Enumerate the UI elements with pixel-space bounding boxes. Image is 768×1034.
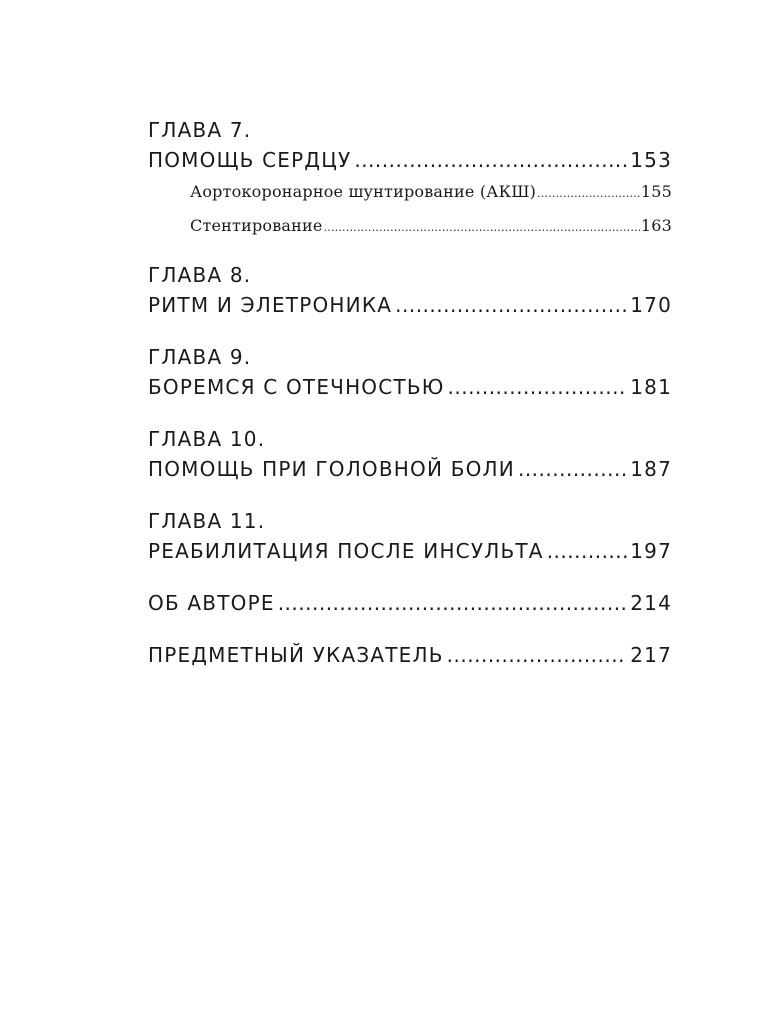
toc-subentry[interactable] [190, 175, 672, 209]
entry-title: ПОМОЩЬ СЕРДЦУ [148, 148, 352, 172]
entry-title: РЕАБИЛИТАЦИЯ ПОСЛЕ ИНСУЛЬТА [148, 539, 544, 563]
toc-entry[interactable] [148, 290, 672, 320]
table-of-contents [148, 115, 672, 692]
toc-chapter-10 [148, 424, 672, 484]
dot-leader [547, 536, 628, 566]
chapter-label: ГЛАВА 8. [148, 263, 252, 287]
dot-leader [448, 372, 628, 402]
page-number: 181 [630, 375, 672, 399]
toc-chapter-7 [148, 115, 672, 243]
dot-leader [324, 211, 640, 245]
entry-title: ПРЕДМЕТНЫЙ УКАЗАТЕЛЬ [148, 643, 444, 667]
dot-leader [395, 290, 627, 320]
toc-chapter-9 [148, 342, 672, 402]
page-number: 163 [640, 216, 672, 235]
chapter-label: ГЛАВА 9. [148, 345, 252, 369]
entry-title: РИТМ И ЭЛЕТРОНИКА [148, 293, 393, 317]
page-number: 187 [630, 457, 672, 481]
page-number: 197 [630, 539, 672, 563]
dot-leader [354, 145, 627, 175]
dot-leader [447, 640, 628, 670]
chapter-label: ГЛАВА 11. [148, 509, 266, 533]
toc-chapter-8 [148, 260, 672, 320]
entry-title: ОБ АВТОРЕ [148, 591, 275, 615]
subentry-title: Стентирование [190, 216, 323, 235]
toc-entry[interactable] [148, 588, 672, 618]
dot-leader [537, 177, 640, 211]
page-number: 155 [640, 182, 672, 201]
toc-entry[interactable] [148, 536, 672, 566]
subentry-title: Аортокоронарное шунтирование (АКШ) [190, 182, 537, 201]
page-number: 153 [630, 148, 672, 172]
toc-subentry[interactable] [190, 209, 672, 243]
toc-chapter-11 [148, 506, 672, 566]
page-number: 214 [630, 591, 672, 615]
entry-title: БОРЕМСЯ С ОТЕЧНОСТЬЮ [148, 375, 445, 399]
dot-leader [518, 454, 627, 484]
dot-leader [278, 588, 628, 618]
toc-about-author [148, 588, 672, 618]
toc-entry[interactable] [148, 372, 672, 402]
toc-entry[interactable] [148, 640, 672, 670]
page-number: 217 [630, 643, 672, 667]
chapter-label: ГЛАВА 7. [148, 118, 252, 142]
chapter-label: ГЛАВА 10. [148, 427, 266, 451]
entry-title: ПОМОЩЬ ПРИ ГОЛОВНОЙ БОЛИ [148, 457, 515, 481]
toc-entry[interactable] [148, 454, 672, 484]
page-number: 170 [630, 293, 672, 317]
toc-subject-index [148, 640, 672, 670]
toc-entry[interactable] [148, 145, 672, 175]
